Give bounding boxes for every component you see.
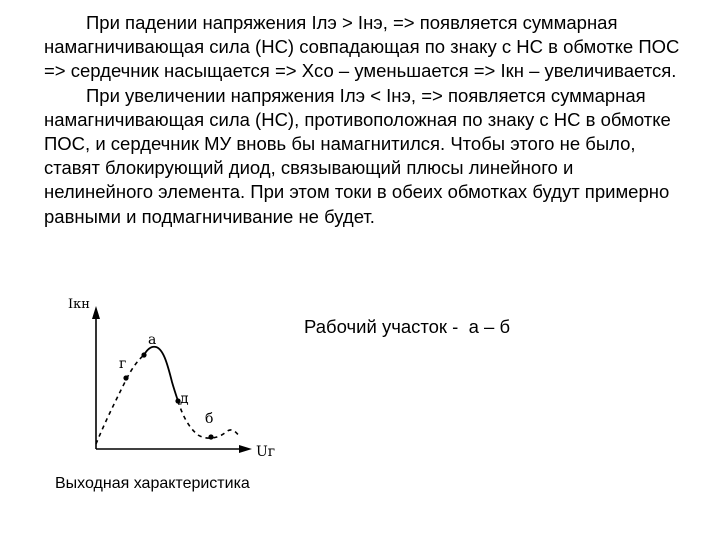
x-axis-label: Uг xyxy=(256,444,276,460)
work-area-note: Рабочий участок - а – б xyxy=(304,316,511,337)
point-g-marker xyxy=(123,375,128,380)
point-a-marker xyxy=(141,352,146,357)
paragraph-2: При увеличении напряжения Iлэ < Iнэ, => появляется суммарная намагничивающая сила (НС), противоположная по знаку с НС в обмотке ПОС, и сердечник МУ вновь бы намагнитился. Чтобы этого не было, ставят блокирующий диод, связывающий плюсы линейного и нелинейного элемента. При этом токи в обеих обмотках будут примерно равными и подмагничивание не будет. xyxy=(44,84,671,227)
description-text xyxy=(44,11,684,229)
diagram-caption: Выходная характеристика xyxy=(55,475,250,492)
point-b-marker xyxy=(208,434,213,439)
output-characteristic-diagram xyxy=(60,292,290,467)
y-axis-label: Iкн xyxy=(68,297,90,312)
point-b-label: б xyxy=(205,411,214,427)
paragraph-1: При падении напряжения Iлэ > Iнэ, => появляется суммарная намагничивающая сила (НС) совпадающая по знаку с НС в обмотке ПОС => сердечник насыщается => Xсо – уменьшается => Iкн – увеличивается. xyxy=(44,12,680,82)
point-a-label: а xyxy=(148,332,157,348)
point-d-label: д xyxy=(180,391,189,407)
point-g-label: г xyxy=(119,356,127,372)
x-axis-arrow xyxy=(239,445,252,453)
curve-solid-working xyxy=(144,347,178,401)
y-axis-arrow xyxy=(92,306,100,319)
